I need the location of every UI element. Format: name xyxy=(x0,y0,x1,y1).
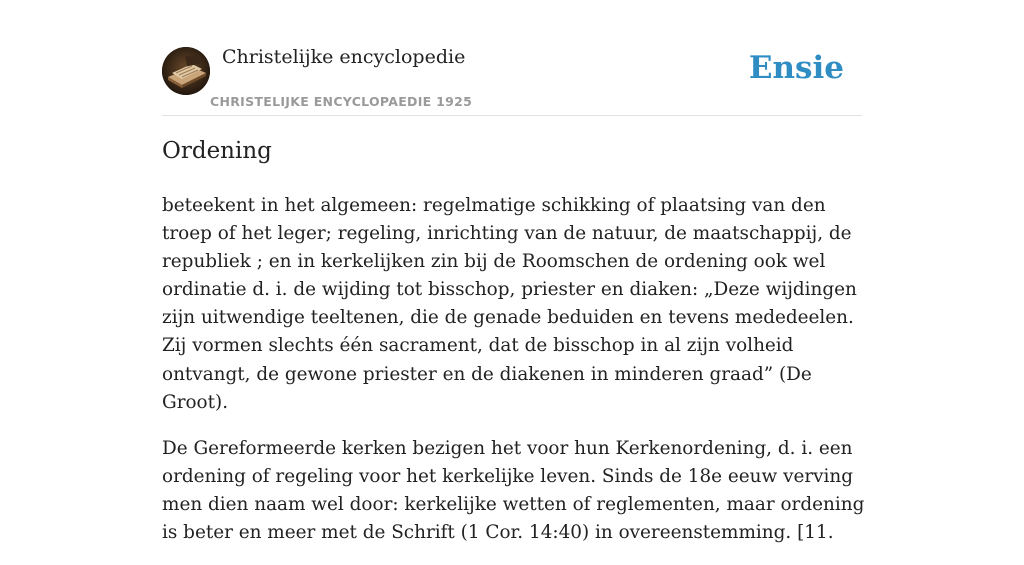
site-subtitle[interactable]: CHRISTELIJKE ENCYCLOPAEDIE 1925 xyxy=(210,94,473,109)
brand-logo-link[interactable]: Ensie xyxy=(748,50,844,86)
site-title[interactable]: Christelijke encyclopedie xyxy=(222,46,466,68)
book-photo-icon xyxy=(162,47,210,95)
header-divider xyxy=(162,115,862,116)
header xyxy=(162,40,862,116)
article-paragraph: De Gereformeerde kerken bezigen het voor hun Kerkenordening, d. i. een ordening of regeling voor het kerkelijke leven. Sinds de 18e eeuw verving men dien naam wel door: kerkelijke wetten of reglementen, maar ordening is beter en meer met de Schrift (1 Cor. 14:40) in overeenstemming. [11. xyxy=(162,437,865,544)
article-paragraph: beteekent in het algemeen: regelmatige schikking of plaatsing van den troep of het leger; regeling, inrichting van de natuur, de maatschappij, de republiek ; en in kerkelijken zin bij de Roomschen de ordening ook wel ordinatie d. i. de wijding tot bisschop, priester en diaken: „Deze wijdingen zijn uitwendige teeltenen, die de genade beduiden en tevens mededeelen. Zij vormen slechts één sacrament, dat de bisschop in al zijn volheid ontvangt, de gewone priester en de diakenen in minderen graad” (De Groot). xyxy=(162,195,857,413)
avatar[interactable] xyxy=(162,47,210,95)
article-title: Ordening xyxy=(162,138,272,164)
article-body xyxy=(162,192,868,565)
